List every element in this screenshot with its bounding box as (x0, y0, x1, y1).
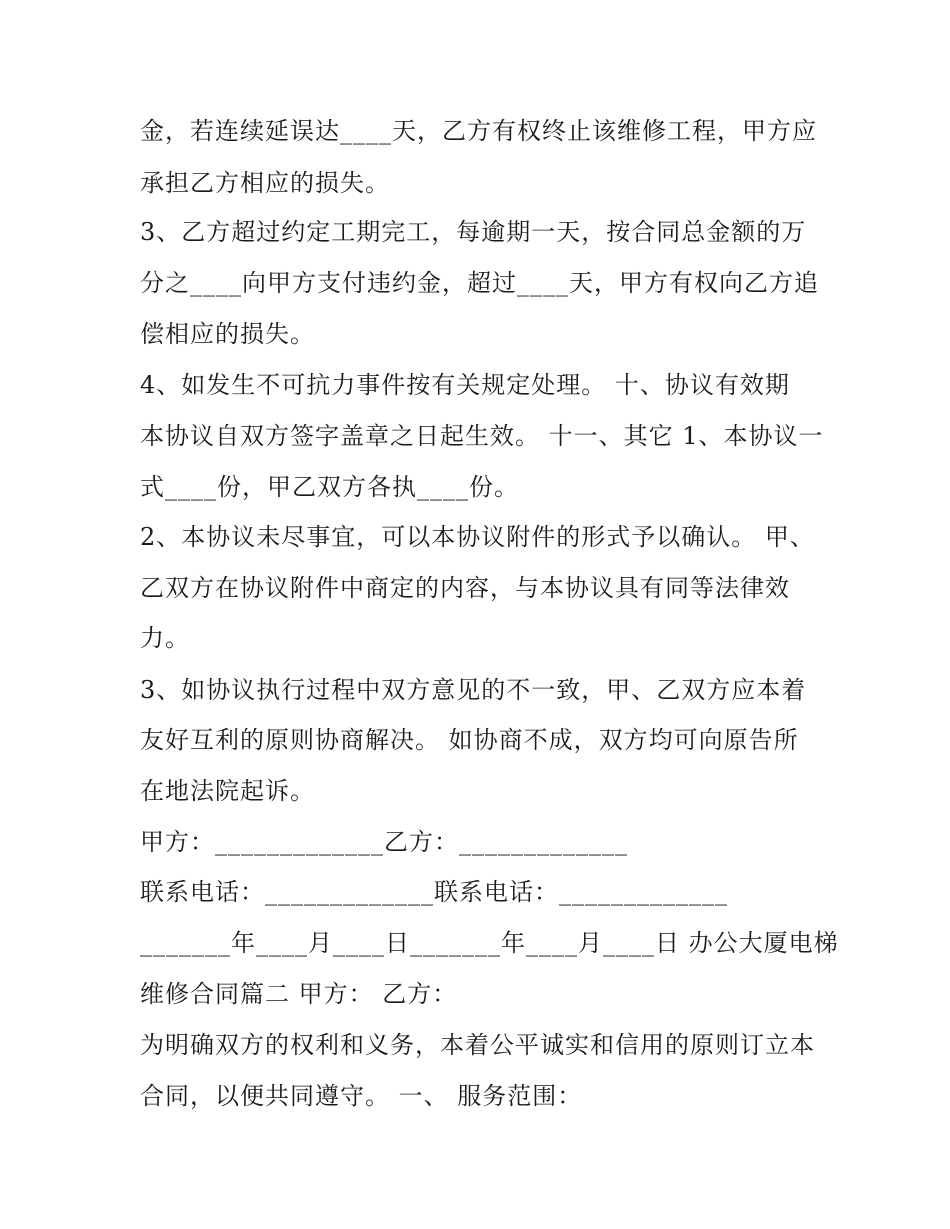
text-line: 4、如发生不可抗力事件按有关规定处理。 十、协议有效期 (140, 371, 790, 399)
text-line: 3、乙方超过约定工期完工，每逾期一天，按合同总金额的万 (140, 218, 807, 246)
text-line: 2、本协议未尽事宜，可以本协议附件的形式予以确认。 甲、 (140, 523, 815, 551)
text-line: 分之____向甲方支付违约金，超过____天，甲方有权向乙方追 (140, 269, 819, 297)
text-line: 本协议自双方签字盖章之日起生效。 十一、其它 1、本协议一 (140, 422, 824, 450)
text-line: 3、如协议执行过程中双方意见的不一致，甲、乙双方应本着 (140, 676, 807, 704)
signature-line-phone: 联系电话：_____________联系电话：_____________ (140, 878, 728, 906)
text-line: 合同，以便共同遵守。 一、 服务范围： (140, 1082, 583, 1110)
text-line: 金，若连续延误达____天，乙方有权终止该维修工程，甲方应 (140, 117, 817, 145)
text-line: 在地法院起诉。 (140, 777, 315, 805)
text-line: 友好互利的原则协商解决。 如协商不成，双方均可向原告所 (140, 726, 799, 754)
text-line: 乙双方在协议附件中商定的内容，与本协议具有同等法律效 (140, 574, 790, 602)
text-line: 为明确双方的权利和义务，本着公平诚实和信用的原则订立本 (140, 1031, 815, 1059)
text-line: 式____份，甲乙双方各执____份。 (140, 473, 519, 501)
text-line: 承担乙方相应的损失。 (140, 169, 390, 197)
signature-line-parties: 甲方：_____________乙方：_____________ (140, 828, 628, 856)
text-line: 力。 (140, 624, 190, 652)
text-line: 偿相应的损失。 (140, 320, 315, 348)
signature-line-date: _______年____月____日_______年____月____日 办公大厦电梯 (140, 929, 839, 957)
section-heading-line: 维修合同篇二 甲方： 乙方： (140, 980, 458, 1008)
